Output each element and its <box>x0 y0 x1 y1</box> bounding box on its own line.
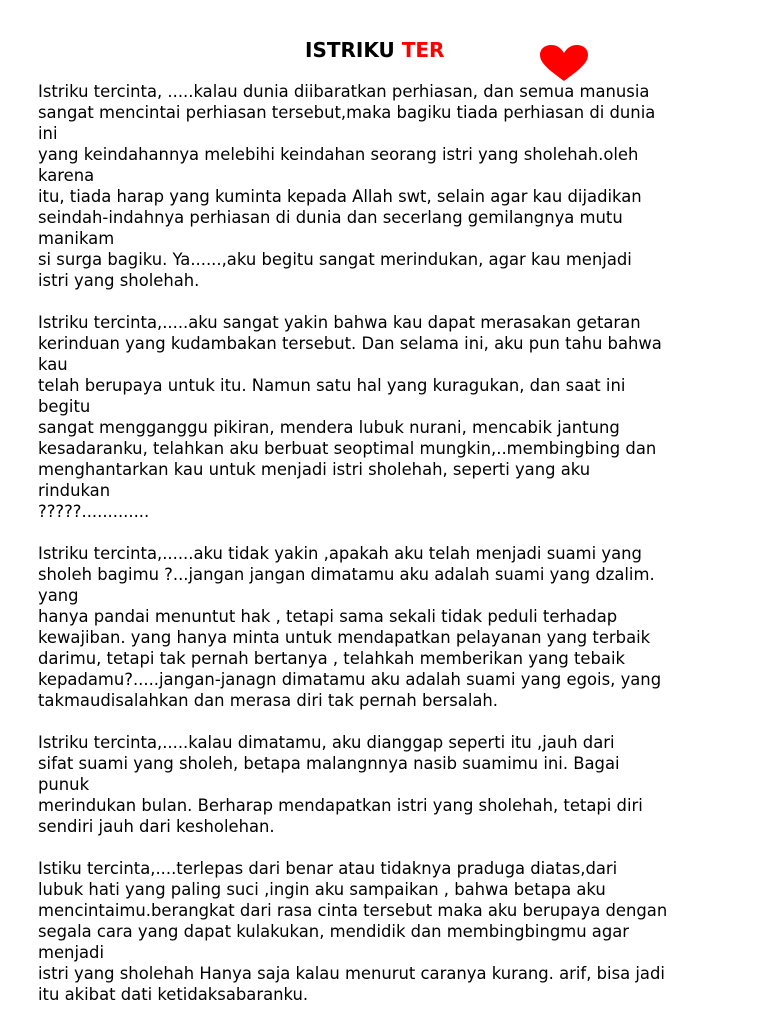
letter-body <box>38 81 738 1005</box>
text-line: Istriku tercinta,.....aku sangat yakin bahwa kau dapat merasakan getaran <box>38 313 641 332</box>
paragraph <box>38 81 738 291</box>
heart-icon <box>538 44 590 82</box>
text-line: kau <box>38 355 68 374</box>
paragraph <box>38 732 738 837</box>
paragraph-gap <box>38 522 738 543</box>
text-line: yang <box>38 586 79 605</box>
paragraph <box>38 543 738 711</box>
text-line: sangat mencintai perhiasan tersebut,maka bagiku tiada perhiasan di dunia <box>38 103 656 122</box>
text-line: kepadamu?.....jangan-janagn dimatamu aku adalah suami yang egois, yang <box>38 670 662 689</box>
text-line: sangat mengganggu pikiran, mendera lubuk nurani, mencabik jantung <box>38 418 620 437</box>
text-line: telah berupaya untuk itu. Namun satu hal yang kuragukan, dan saat ini <box>38 376 626 395</box>
text-line: yang keindahannya melebihi keindahan seorang istri yang sholehah.oleh <box>38 145 639 164</box>
text-line: si surga bagiku. Ya......,aku begitu sangat merindukan, agar kau menjadi <box>38 250 632 269</box>
text-line: merindukan bulan. Berharap mendapatkan istri yang sholehah, tetapi diri <box>38 796 643 815</box>
text-line: lubuk hati yang paling suci ,ingin aku sampaikan , bahwa betapa aku <box>38 880 606 899</box>
text-line: rindukan <box>38 481 111 500</box>
text-line: ini <box>38 124 58 143</box>
text-line: kerinduan yang kudambakan tersebut. Dan selama ini, aku pun tahu bahwa <box>38 334 662 353</box>
text-line: sendiri jauh dari kesholehan. <box>38 817 275 836</box>
text-line: Istiku tercinta,....terlepas dari benar atau tidaknya praduga diatas,dari <box>38 859 618 878</box>
text-line: sifat suami yang sholeh, betapa malangnnya nasib suamimu ini. Bagai <box>38 754 620 773</box>
document-title <box>305 36 444 64</box>
paragraph-gap <box>38 837 738 858</box>
text-line: Istriku tercinta,.....kalau dimatamu, aku dianggap seperti itu ,jauh dari <box>38 733 615 752</box>
text-line: itu akibat dati ketidaksabaranku. <box>38 985 309 1004</box>
title-accent: TER <box>401 38 445 62</box>
text-line: Istriku tercinta, .....kalau dunia diibaratkan perhiasan, dan semua manusia <box>38 82 650 101</box>
text-line: itu, tiada harap yang kuminta kepada Allah swt, selain agar kau dijadikan <box>38 187 642 206</box>
text-line: mencintaimu.berangkat dari rasa cinta tersebut maka aku berupaya dengan <box>38 901 668 920</box>
text-line: karena <box>38 166 95 185</box>
text-line: menghantarkan kau untuk menjadi istri sholehah, seperti yang aku <box>38 460 591 479</box>
text-line: begitu <box>38 397 91 416</box>
text-line: hanya pandai menuntut hak , tetapi sama sekali tidak peduli terhadap <box>38 607 618 626</box>
text-line: ?????............. <box>38 502 150 521</box>
text-line: punuk <box>38 775 90 794</box>
text-line: kesadaranku, telahkan aku berbuat seoptimal mungkin,..membingbing dan <box>38 439 657 458</box>
text-line: kewajiban. yang hanya minta untuk mendapatkan pelayanan yang terbaik <box>38 628 651 647</box>
text-line: Istriku tercinta,......aku tidak yakin ,apakah aku telah menjadi suami yang <box>38 544 642 563</box>
text-line: takmaudisalahkan dan merasa diri tak pernah bersalah. <box>38 691 499 710</box>
title-main: ISTRIKU <box>305 38 395 62</box>
text-line: manikam <box>38 229 115 248</box>
text-line: istri yang sholehah. <box>38 271 200 290</box>
paragraph-gap <box>38 711 738 732</box>
paragraph <box>38 858 738 1005</box>
text-line: istri yang sholehah Hanya saja kalau menurut caranya kurang. arif, bisa jadi <box>38 964 665 983</box>
text-line: segala cara yang dapat kulakukan, mendidik dan membingbingmu agar <box>38 922 630 941</box>
text-line: sholeh bagimu ?...jangan jangan dimatamu aku adalah suami yang dzalim. <box>38 565 655 584</box>
paragraph <box>38 312 738 522</box>
text-line: darimu, tetapi tak pernah bertanya , telahkah memberikan yang tebaik <box>38 649 626 668</box>
paragraph-gap <box>38 291 738 312</box>
text-line: seindah-indahnya perhiasan di dunia dan secerlang gemilangnya mutu <box>38 208 623 227</box>
text-line: menjadi <box>38 943 104 962</box>
